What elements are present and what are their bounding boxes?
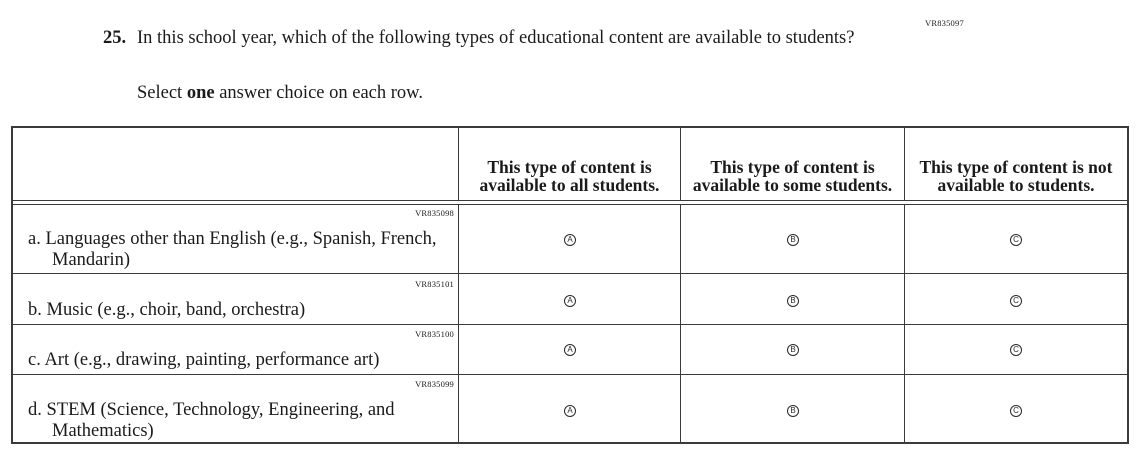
answer-bubble-c[interactable]: C bbox=[1010, 344, 1022, 356]
row-label: a. Languages other than English (e.g., Spanish, French, Mandarin) bbox=[28, 229, 437, 270]
header-blank-cell bbox=[13, 128, 459, 200]
row-item-id: VR835101 bbox=[415, 279, 454, 289]
row-divider bbox=[13, 324, 1127, 325]
answer-grid bbox=[11, 126, 1129, 444]
column-header-none-label: This type of content is not available to students. bbox=[919, 157, 1113, 195]
answer-bubble-b[interactable]: B bbox=[787, 234, 799, 246]
instruction bbox=[137, 83, 423, 104]
answer-bubble-c[interactable]: C bbox=[1010, 405, 1022, 417]
column-header-all bbox=[459, 128, 681, 200]
answer-bubble-a[interactable]: A bbox=[564, 234, 576, 246]
answer-bubble-a[interactable]: A bbox=[564, 295, 576, 307]
header-divider bbox=[13, 200, 1127, 205]
row-item-id: VR835098 bbox=[415, 208, 454, 218]
answer-bubble-b[interactable]: B bbox=[787, 405, 799, 417]
instruction-prefix: Select bbox=[137, 83, 187, 103]
instruction-emphasis: one bbox=[186, 83, 215, 103]
row-divider bbox=[13, 273, 1127, 274]
answer-bubble-c[interactable]: C bbox=[1010, 234, 1022, 246]
row-label: d. STEM (Science, Technology, Engineering, and Mathematics) bbox=[28, 400, 395, 441]
question-id: VR835097 bbox=[925, 18, 964, 28]
column-header-some-label: This type of content is available to some students. bbox=[692, 157, 893, 195]
answer-bubble-b[interactable]: B bbox=[787, 344, 799, 356]
row-item-id: VR835100 bbox=[415, 329, 454, 339]
question-text: In this school year, which of the following types of educational content are available to students? bbox=[137, 28, 855, 48]
instruction-suffix: answer choice on each row. bbox=[214, 83, 423, 103]
row-divider bbox=[13, 374, 1127, 375]
row-label: b. Music (e.g., choir, band, orchestra) bbox=[28, 300, 306, 320]
answer-bubble-c[interactable]: C bbox=[1010, 295, 1022, 307]
answer-bubble-a[interactable]: A bbox=[564, 344, 576, 356]
row-label: c. Art (e.g., drawing, painting, performance art) bbox=[28, 350, 380, 370]
column-header-none bbox=[905, 128, 1127, 200]
column-header-all-label: This type of content is available to all students. bbox=[479, 157, 660, 195]
row-item-id: VR835099 bbox=[415, 379, 454, 389]
column-header-some bbox=[681, 128, 905, 200]
answer-bubble-b[interactable]: B bbox=[787, 295, 799, 307]
question-number: 25. bbox=[103, 28, 127, 48]
answer-bubble-a[interactable]: A bbox=[564, 405, 576, 417]
